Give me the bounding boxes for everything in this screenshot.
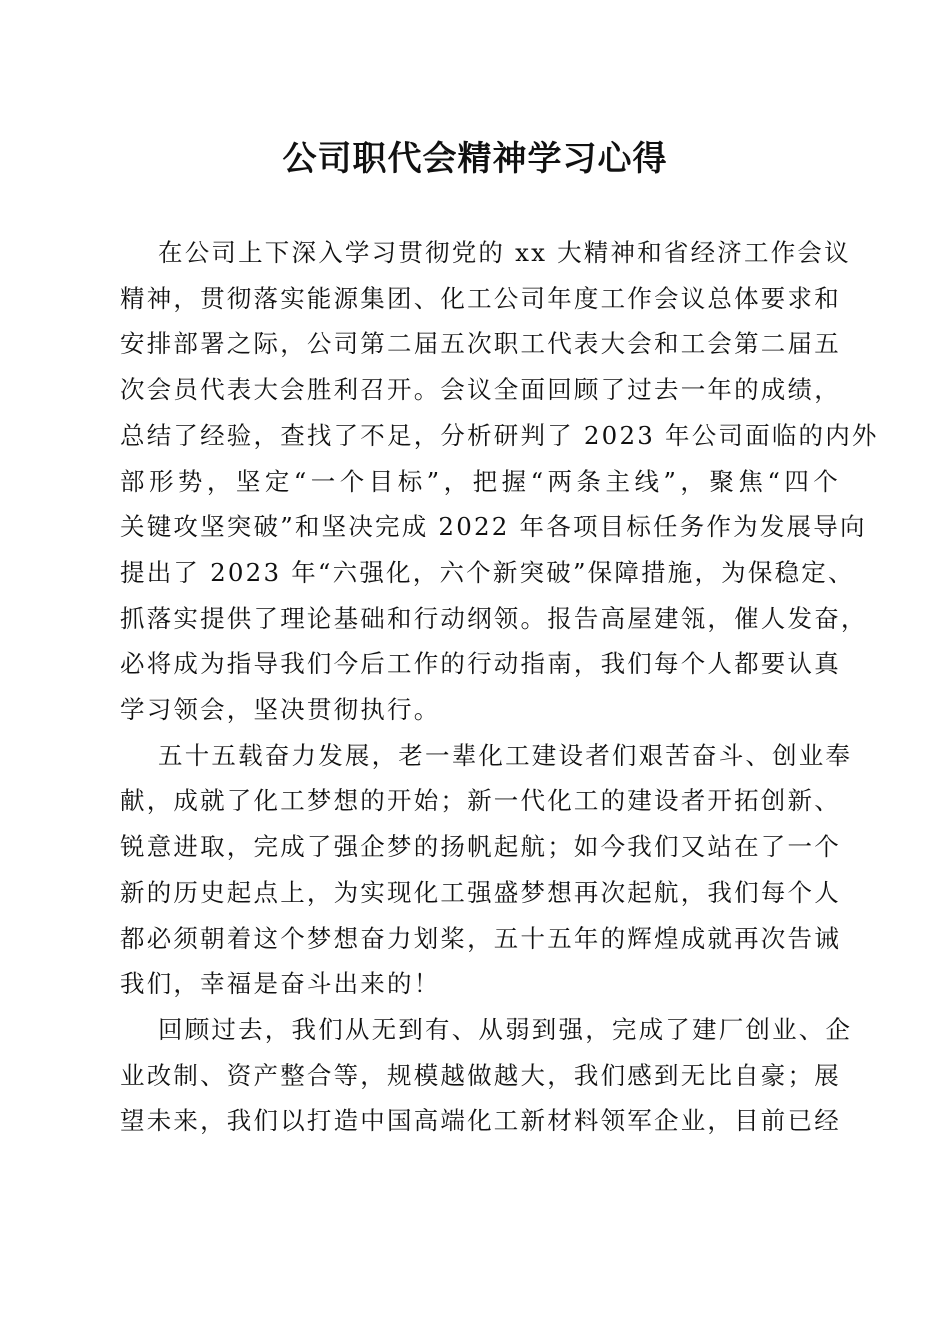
paragraph-line: 在公司上下深入学习贯彻党的 xx 大精神和省经济工作会议 [158, 238, 851, 267]
paragraph-line: 新的历史起点上，为实现化工强盛梦想再次起航，我们每个人 [120, 877, 841, 907]
paragraph-line: 业改制、资产整合等，规模越做越大，我们感到无比自豪；展 [120, 1060, 841, 1090]
paragraph-line: 五十五载奋力发展，老一辈化工建设者们艰苦奋斗、创业奉 [158, 740, 853, 770]
paragraph-2 [120, 733, 853, 1007]
paragraph-line: 抓落实提供了理论基础和行动纲领。报告高屋建瓴，催人发奋， [120, 603, 868, 633]
document-title: 公司职代会精神学习心得 [282, 139, 668, 179]
paragraph-line: 安排部署之际，公司第二届五次职工代表大会和工会第二届五 [120, 329, 841, 359]
paragraph-line: 都必须朝着这个梦想奋力划桨，五十五年的辉煌成就再次告诫 [120, 923, 841, 953]
document-body [120, 230, 879, 1144]
paragraph-line: 锐意进取，完成了强企梦的扬帆起航；如今我们又站在了一个 [120, 832, 841, 862]
paragraph-line: 回顾过去，我们从无到有、从弱到强，完成了建厂创业、企 [158, 1014, 853, 1044]
paragraph-line: 必将成为指导我们今后工作的行动指南，我们每个人都要认真 [120, 649, 841, 679]
paragraph-line: 次会员代表大会胜利召开。会议全面回顾了过去一年的成绩， [120, 375, 841, 405]
paragraph-line: 望未来，我们以打造中国高端化工新材料领军企业，目前已经 [120, 1106, 841, 1136]
paragraph-line: 献，成就了化工梦想的开始；新一代化工的建设者开拓创新、 [120, 786, 841, 816]
paragraph-line: 总结了经验，查找了不足，分析研判了 2023 年公司面临的内外 [120, 420, 879, 450]
paragraph-line: 精神，贯彻落实能源集团、化工公司年度工作会议总体要求和 [120, 283, 841, 313]
paragraph-1 [120, 230, 879, 733]
paragraph-line: 部形势，坚定“一个目标”，把握“两条主线”，聚焦“四个 [120, 466, 840, 496]
paragraph-3 [120, 1007, 853, 1144]
paragraph-line: 我们，幸福是奋斗出来的！ [120, 969, 441, 999]
paragraph-line: 提出了 2023 年“六强化，六个新突破”保障措施，为保稳定、 [120, 557, 855, 587]
paragraph-line: 学习领会，坚决贯彻执行。 [120, 695, 441, 725]
paragraph-line: 关键攻坚突破”和坚决完成 2022 年各项目标任务作为发展导向 [120, 512, 867, 542]
